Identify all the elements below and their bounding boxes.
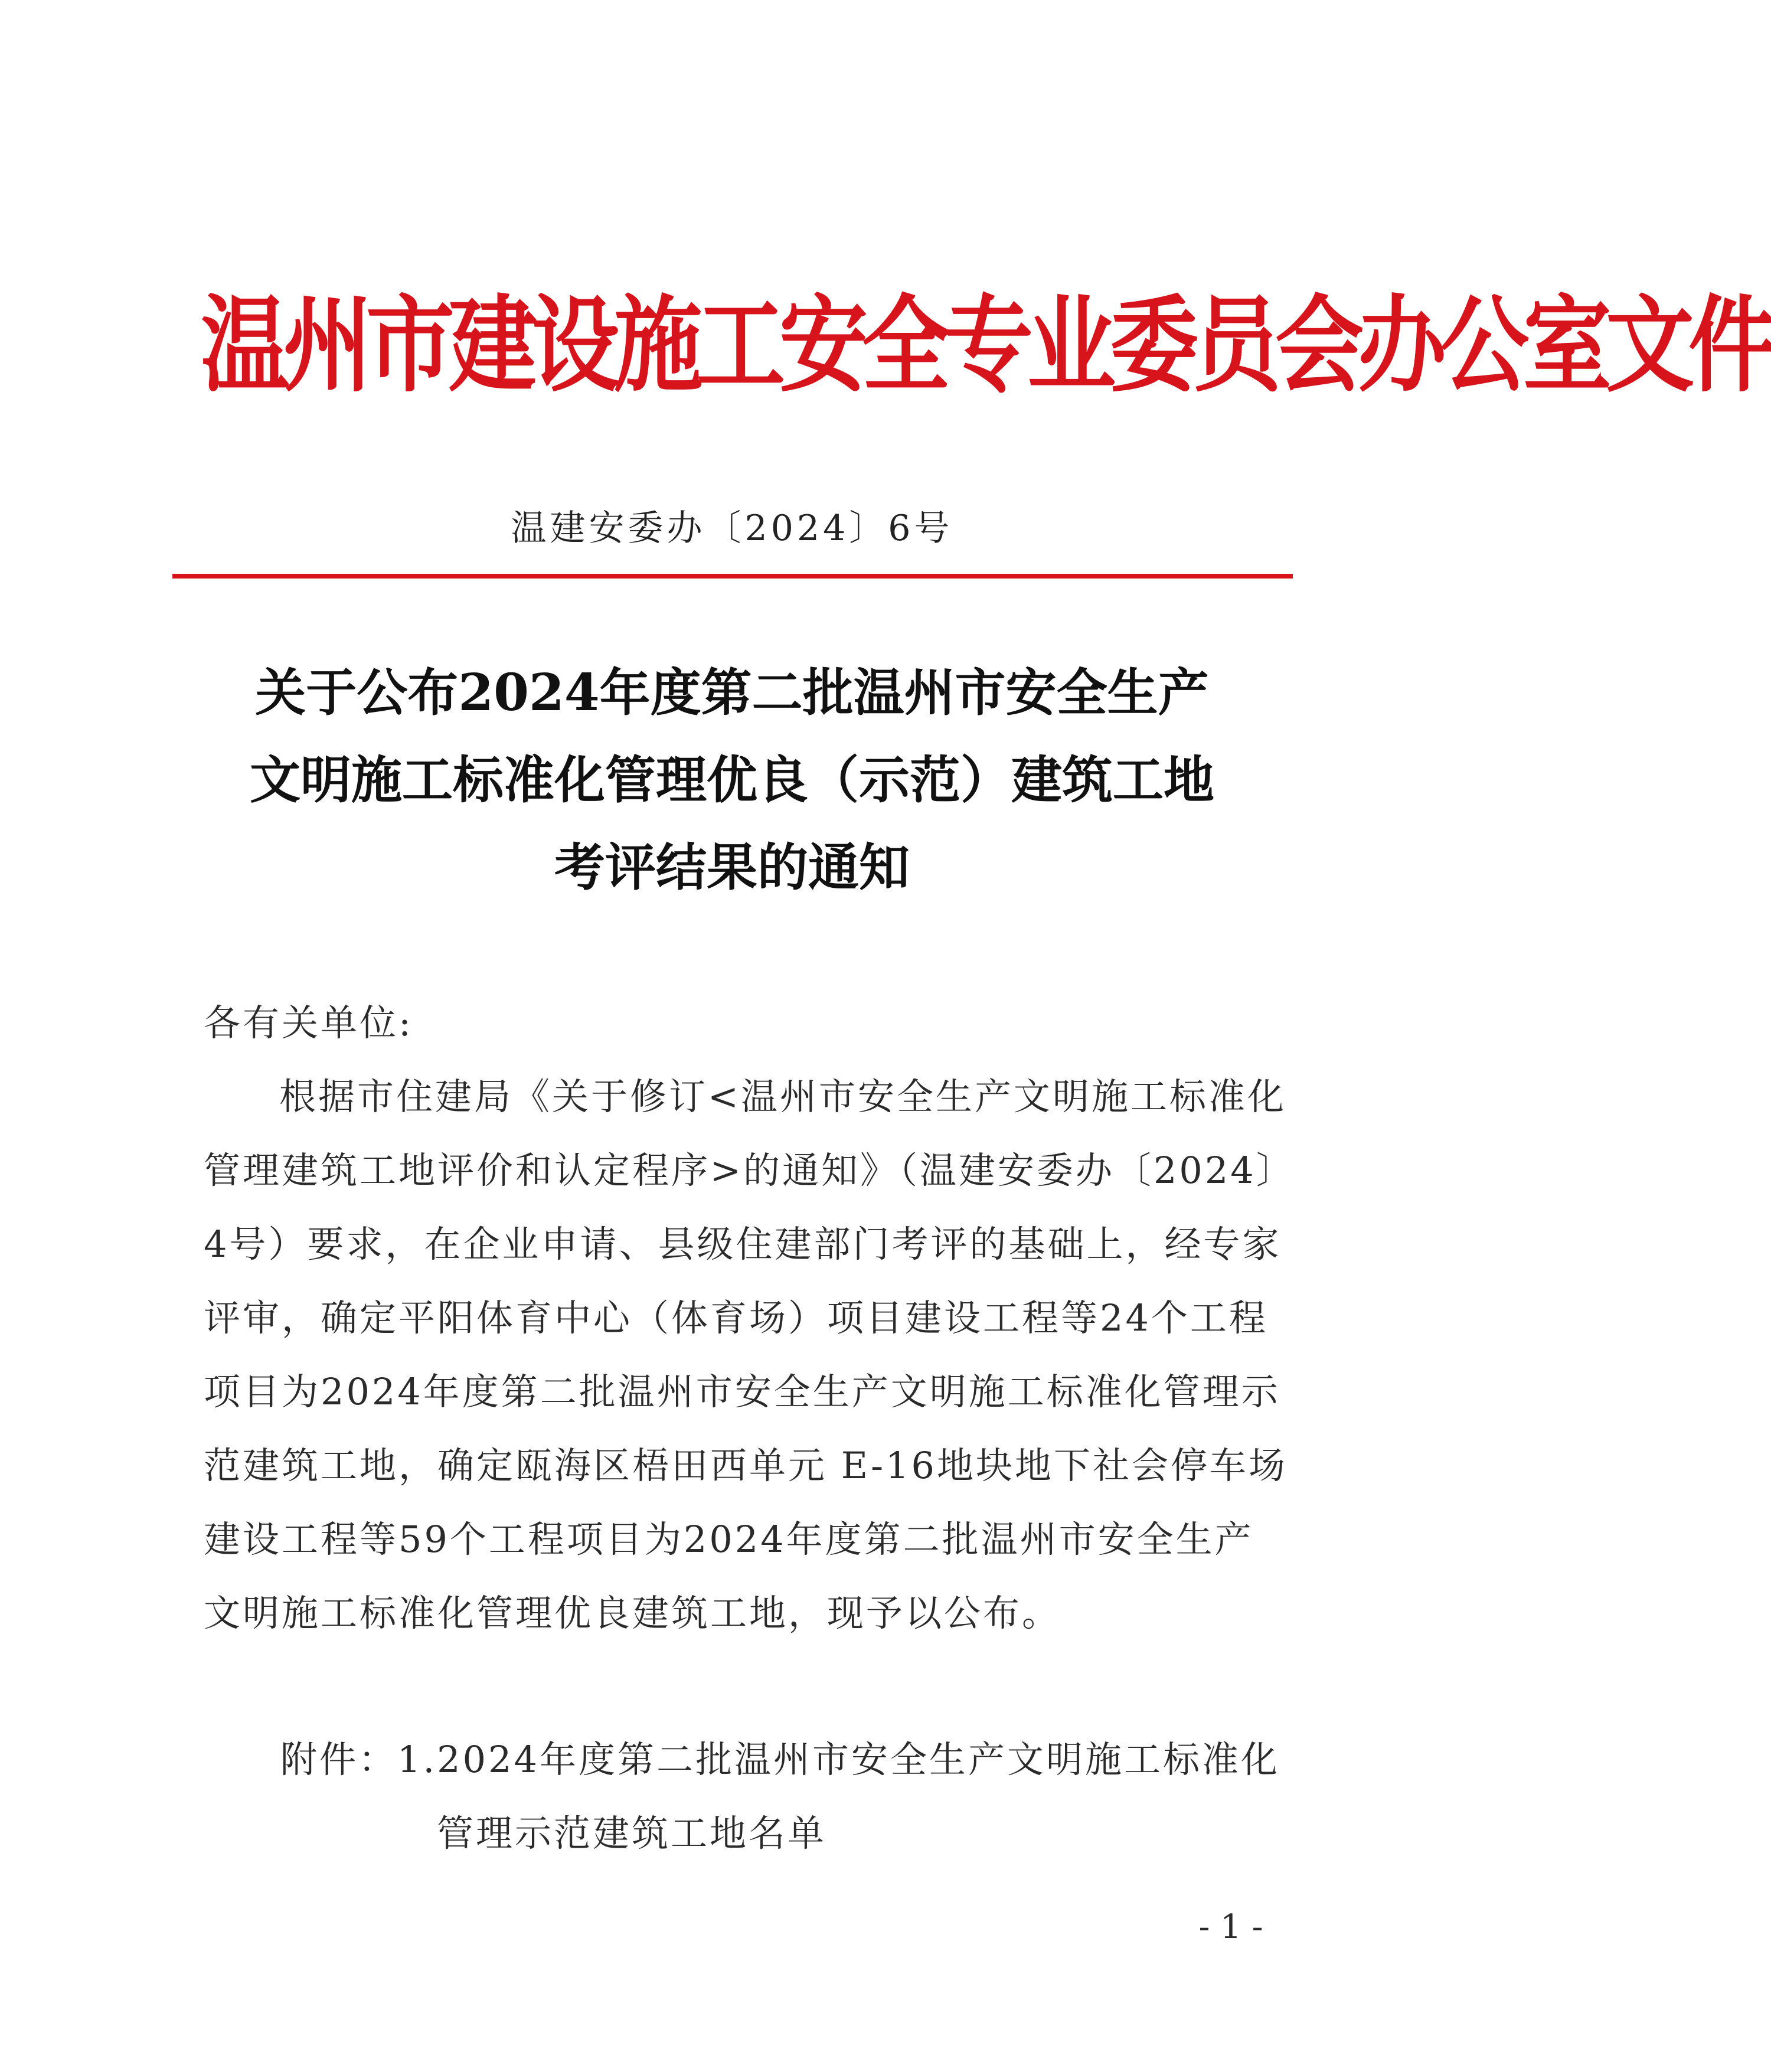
paragraph-line-3: 4号）要求，在企业申请、县级住建部门考评的基础上，经专家: [204, 1223, 1282, 1266]
notice-title-line-3: 考评结果的通知: [554, 838, 910, 897]
issuer-masthead: 温州市建设施工安全专业委员会办公室文件: [201, 284, 1771, 407]
attachment-item-1-continuation: 管理示范建筑工地名单: [437, 1812, 827, 1855]
paragraph-line-6: 范建筑工地，确定瓯海区梧田西单元 E-16地块地下社会停车场: [204, 1444, 1288, 1487]
salutation: 各有关单位:: [204, 1001, 413, 1044]
red-divider-line: [172, 574, 1293, 579]
main-paragraph: [204, 1060, 1295, 1650]
notice-title: [177, 649, 1287, 911]
attachment-list: [280, 1723, 1280, 1870]
attachment-item-1: 附件：1.2024年度第二批温州市安全生产文明施工标准化: [280, 1738, 1280, 1781]
page-number: - 1 -: [1198, 1908, 1263, 1946]
paragraph-line-2: 管理建筑工地评价和认定程序>的通知》（温建安委办〔2024〕: [204, 1149, 1295, 1192]
document-number: 温建安委办〔2024〕6号: [511, 508, 953, 549]
paragraph-line-7: 建设工程等59个工程项目为2024年度第二批温州市安全生产: [204, 1518, 1254, 1561]
notice-title-line-1: 关于公布2024年度第二批温州市安全生产: [255, 663, 1209, 723]
paragraph-line-4: 评审，确定平阳体育中心（体育场）项目建设工程等24个工程: [204, 1296, 1268, 1339]
paragraph-line-5: 项目为2024年度第二批温州市安全生产文明施工标准化管理示: [204, 1370, 1280, 1413]
paragraph-line-8: 文明施工标准化管理优良建筑工地，现予以公布。: [204, 1591, 1061, 1635]
notice-title-line-2: 文明施工标准化管理优良（示范）建筑工地: [250, 750, 1214, 810]
paragraph-line-1: 根据市住建局《关于修订<温州市安全生产文明施工标准化: [279, 1075, 1286, 1118]
